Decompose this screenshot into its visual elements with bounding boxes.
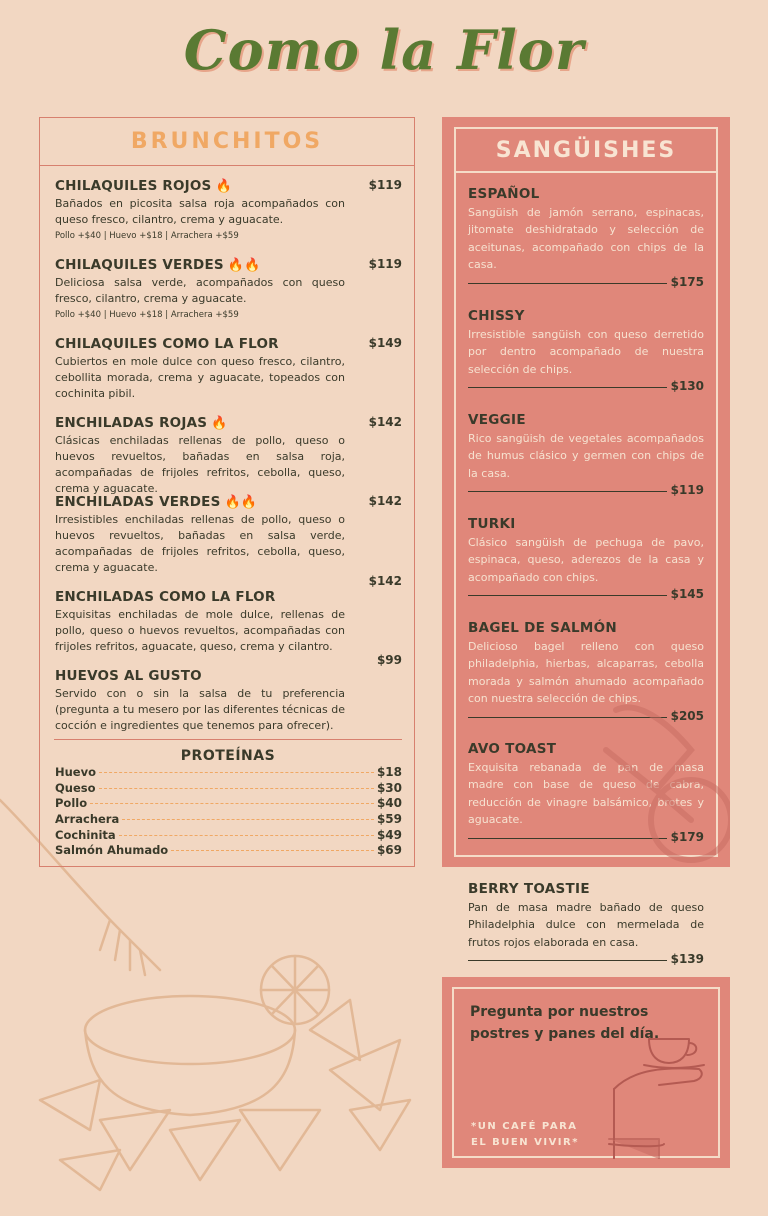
item-price: $119 [670, 483, 704, 498]
item-extras: Pollo +$40 | Huevo +$18 | Arrachera +$59 [55, 310, 239, 320]
item-extras: Pollo +$40 | Huevo +$18 | Arrachera +$59 [55, 231, 239, 241]
item-name: BERRY TOASTIE [468, 881, 590, 897]
dotted-leader [99, 788, 374, 789]
flame-icon: 🔥 [215, 178, 232, 194]
item-price: $139 [670, 952, 704, 967]
item-description: Sangüish de jamón serrano, espinacas, jitomate deshidratado y selección de aceitunas, acompañado con chips de la casa. [468, 206, 704, 272]
item-name: CHILAQUILES ROJOS [55, 178, 212, 194]
dotted-leader [122, 819, 374, 820]
item-name: CHILAQUILES COMO LA FLOR [55, 336, 279, 352]
item-description: Clásicas enchiladas rellenas de pollo, queso o huevos revueltos, bañadas en salsa roja, acompañadas de frijoles refritos, cebolla, queso, crema y aguacate. [55, 434, 345, 495]
item-description: Irresistibles enchiladas rellenas de pollo, queso o huevos revueltos, bañadas en salsa verde, acompañadas de frijoles refritos, cebolla, queso, crema y aguacate. [55, 513, 345, 574]
protein-label: Queso [55, 780, 96, 795]
item-description: Rico sangüish de vegetales acompañados de humus clásico y germen con chips de la casa. [468, 432, 704, 480]
list-item [55, 796, 402, 812]
item-price: $119 [368, 257, 402, 271]
menu-item [55, 257, 402, 320]
item-description: Exquisita rebanada de pan de masa madre con base de queso de cabra, reducción de vinagre balsámico, brotes y aguacate. [468, 761, 704, 827]
menu-item [468, 186, 704, 289]
item-name: CHILAQUILES VERDES [55, 257, 224, 273]
promo-text: Pregunta por nuestros postres y panes del día. [470, 1004, 660, 1042]
protein-price: $69 [376, 843, 402, 858]
item-name: ENCHILADAS VERDES [55, 494, 221, 510]
menu-item [55, 336, 402, 402]
item-name: ENCHILADAS COMO LA FLOR [55, 589, 276, 605]
item-name: BAGEL DE SALMÓN [468, 620, 617, 636]
protein-price: $49 [376, 827, 402, 842]
item-price: $142 [368, 574, 402, 588]
flame-icon: 🔥🔥 [227, 257, 261, 273]
divider [54, 739, 402, 740]
list-item [55, 843, 402, 859]
sanguishes-heading: SANGÜISHES [495, 137, 677, 163]
sanguishes-header [456, 129, 716, 173]
item-name: TURKI [468, 516, 516, 532]
protein-label: Salmón Ahumado [55, 843, 169, 858]
menu-item [55, 574, 402, 655]
price-leader [468, 595, 667, 596]
item-price: $142 [368, 494, 402, 508]
list-item [55, 765, 402, 781]
item-price: $149 [368, 336, 402, 350]
protein-label: Cochinita [55, 827, 116, 842]
protein-price: $30 [376, 780, 402, 795]
coffee-cup-hand-icon [604, 1029, 714, 1159]
item-name: HUEVOS AL GUSTO [55, 668, 202, 684]
dotted-leader [90, 803, 374, 804]
item-name: ESPAÑOL [468, 186, 540, 202]
item-name: ENCHILADAS ROJAS [55, 415, 208, 431]
dotted-leader [119, 835, 374, 836]
item-description: Irresistible sangüish con queso derretido por dentro acompañado de nuestra selección de chips. [468, 328, 704, 376]
brunchitos-heading: BRUNCHITOS [130, 129, 324, 154]
list-item [55, 828, 402, 844]
protein-label: Huevo [55, 765, 97, 779]
protein-price: $18 [376, 765, 402, 779]
item-price: $175 [670, 274, 704, 289]
promo-box [442, 977, 730, 1168]
item-description: Clásico sangüish de pechuga de pavo, espinaca, queso, aderezos de la casa y acompañado con chips. [468, 536, 704, 584]
list-item [55, 812, 402, 828]
menu-item [55, 178, 402, 241]
protein-label: Pollo [55, 796, 88, 811]
tagline-line-2: EL BUEN VIVIR* [471, 1137, 579, 1148]
item-name: VEGGIE [468, 412, 526, 428]
dotted-leader [99, 772, 374, 773]
protein-price: $59 [376, 812, 402, 827]
list-item [55, 781, 402, 797]
menu-item [55, 494, 402, 576]
proteinas-list [55, 765, 402, 859]
menu-item [468, 308, 704, 393]
menu-item [468, 516, 704, 601]
flame-icon: 🔥 [211, 415, 228, 431]
bicycle-illustration [596, 690, 730, 865]
item-price: $205 [670, 708, 704, 723]
item-price: $145 [670, 587, 704, 602]
item-price: $179 [670, 829, 704, 844]
price-leader [468, 491, 667, 492]
flame-icon: 🔥🔥 [224, 494, 258, 510]
item-description: Cubiertos en mole dulce con queso fresco, cilantro, cebollita morada, crema y aguacate, topeados con cochinita pibil. [55, 355, 345, 400]
menu-item [55, 415, 402, 497]
item-description: Bañados en picosita salsa roja acompañados con queso fresco, cilantro, crema y aguacate. [55, 197, 345, 226]
item-description: Delicioso bagel relleno con queso philadelphia, hierbas, alcaparras, cebolla morada y salmón ahumado acompañado con nuestra selección de chips. [468, 640, 704, 706]
menu-item [55, 653, 402, 734]
item-price: $142 [368, 415, 402, 429]
brunchitos-panel [39, 117, 415, 867]
dotted-leader [171, 850, 374, 851]
item-price: $130 [670, 379, 704, 394]
price-leader [468, 387, 667, 388]
item-price: $99 [376, 653, 402, 667]
item-name: CHISSY [468, 308, 525, 324]
menu-item-berry-toastie [468, 881, 704, 966]
item-description: Pan de masa madre bañado de queso Philadelphia dulce con mermelada de frutos rojos elaborada en casa. [468, 901, 704, 949]
brunchitos-header [40, 118, 414, 166]
price-leader [468, 960, 667, 961]
menu-item [468, 412, 704, 497]
item-name: AVO TOAST [468, 741, 557, 757]
restaurant-title: Como la Flor [183, 18, 585, 82]
item-description: Servido con o sin la salsa de tu preferencia (pregunta a tu mesero por las diferentes técnicas de cocción e ingredientes que tenemos para ofrecer). [55, 687, 345, 732]
tagline-line-1: *UN CAFÉ PARA [471, 1121, 578, 1132]
item-description: Exquisitas enchiladas de mole dulce, rellenas de pollo, queso o huevos revueltos, acompañadas con frijoles refritos, aguacate, queso, crema y cilantro. [55, 608, 345, 653]
item-price: $119 [368, 178, 402, 192]
promo-tagline [471, 1119, 611, 1151]
protein-price: $40 [376, 796, 402, 811]
price-leader [468, 283, 667, 284]
promo-frame [452, 987, 720, 1158]
protein-label: Arrachera [55, 812, 120, 827]
item-description: Deliciosa salsa verde, acompañados con queso fresco, cilantro, crema y aguacate. [55, 276, 345, 305]
proteinas-heading: PROTEÍNAS [180, 748, 276, 764]
